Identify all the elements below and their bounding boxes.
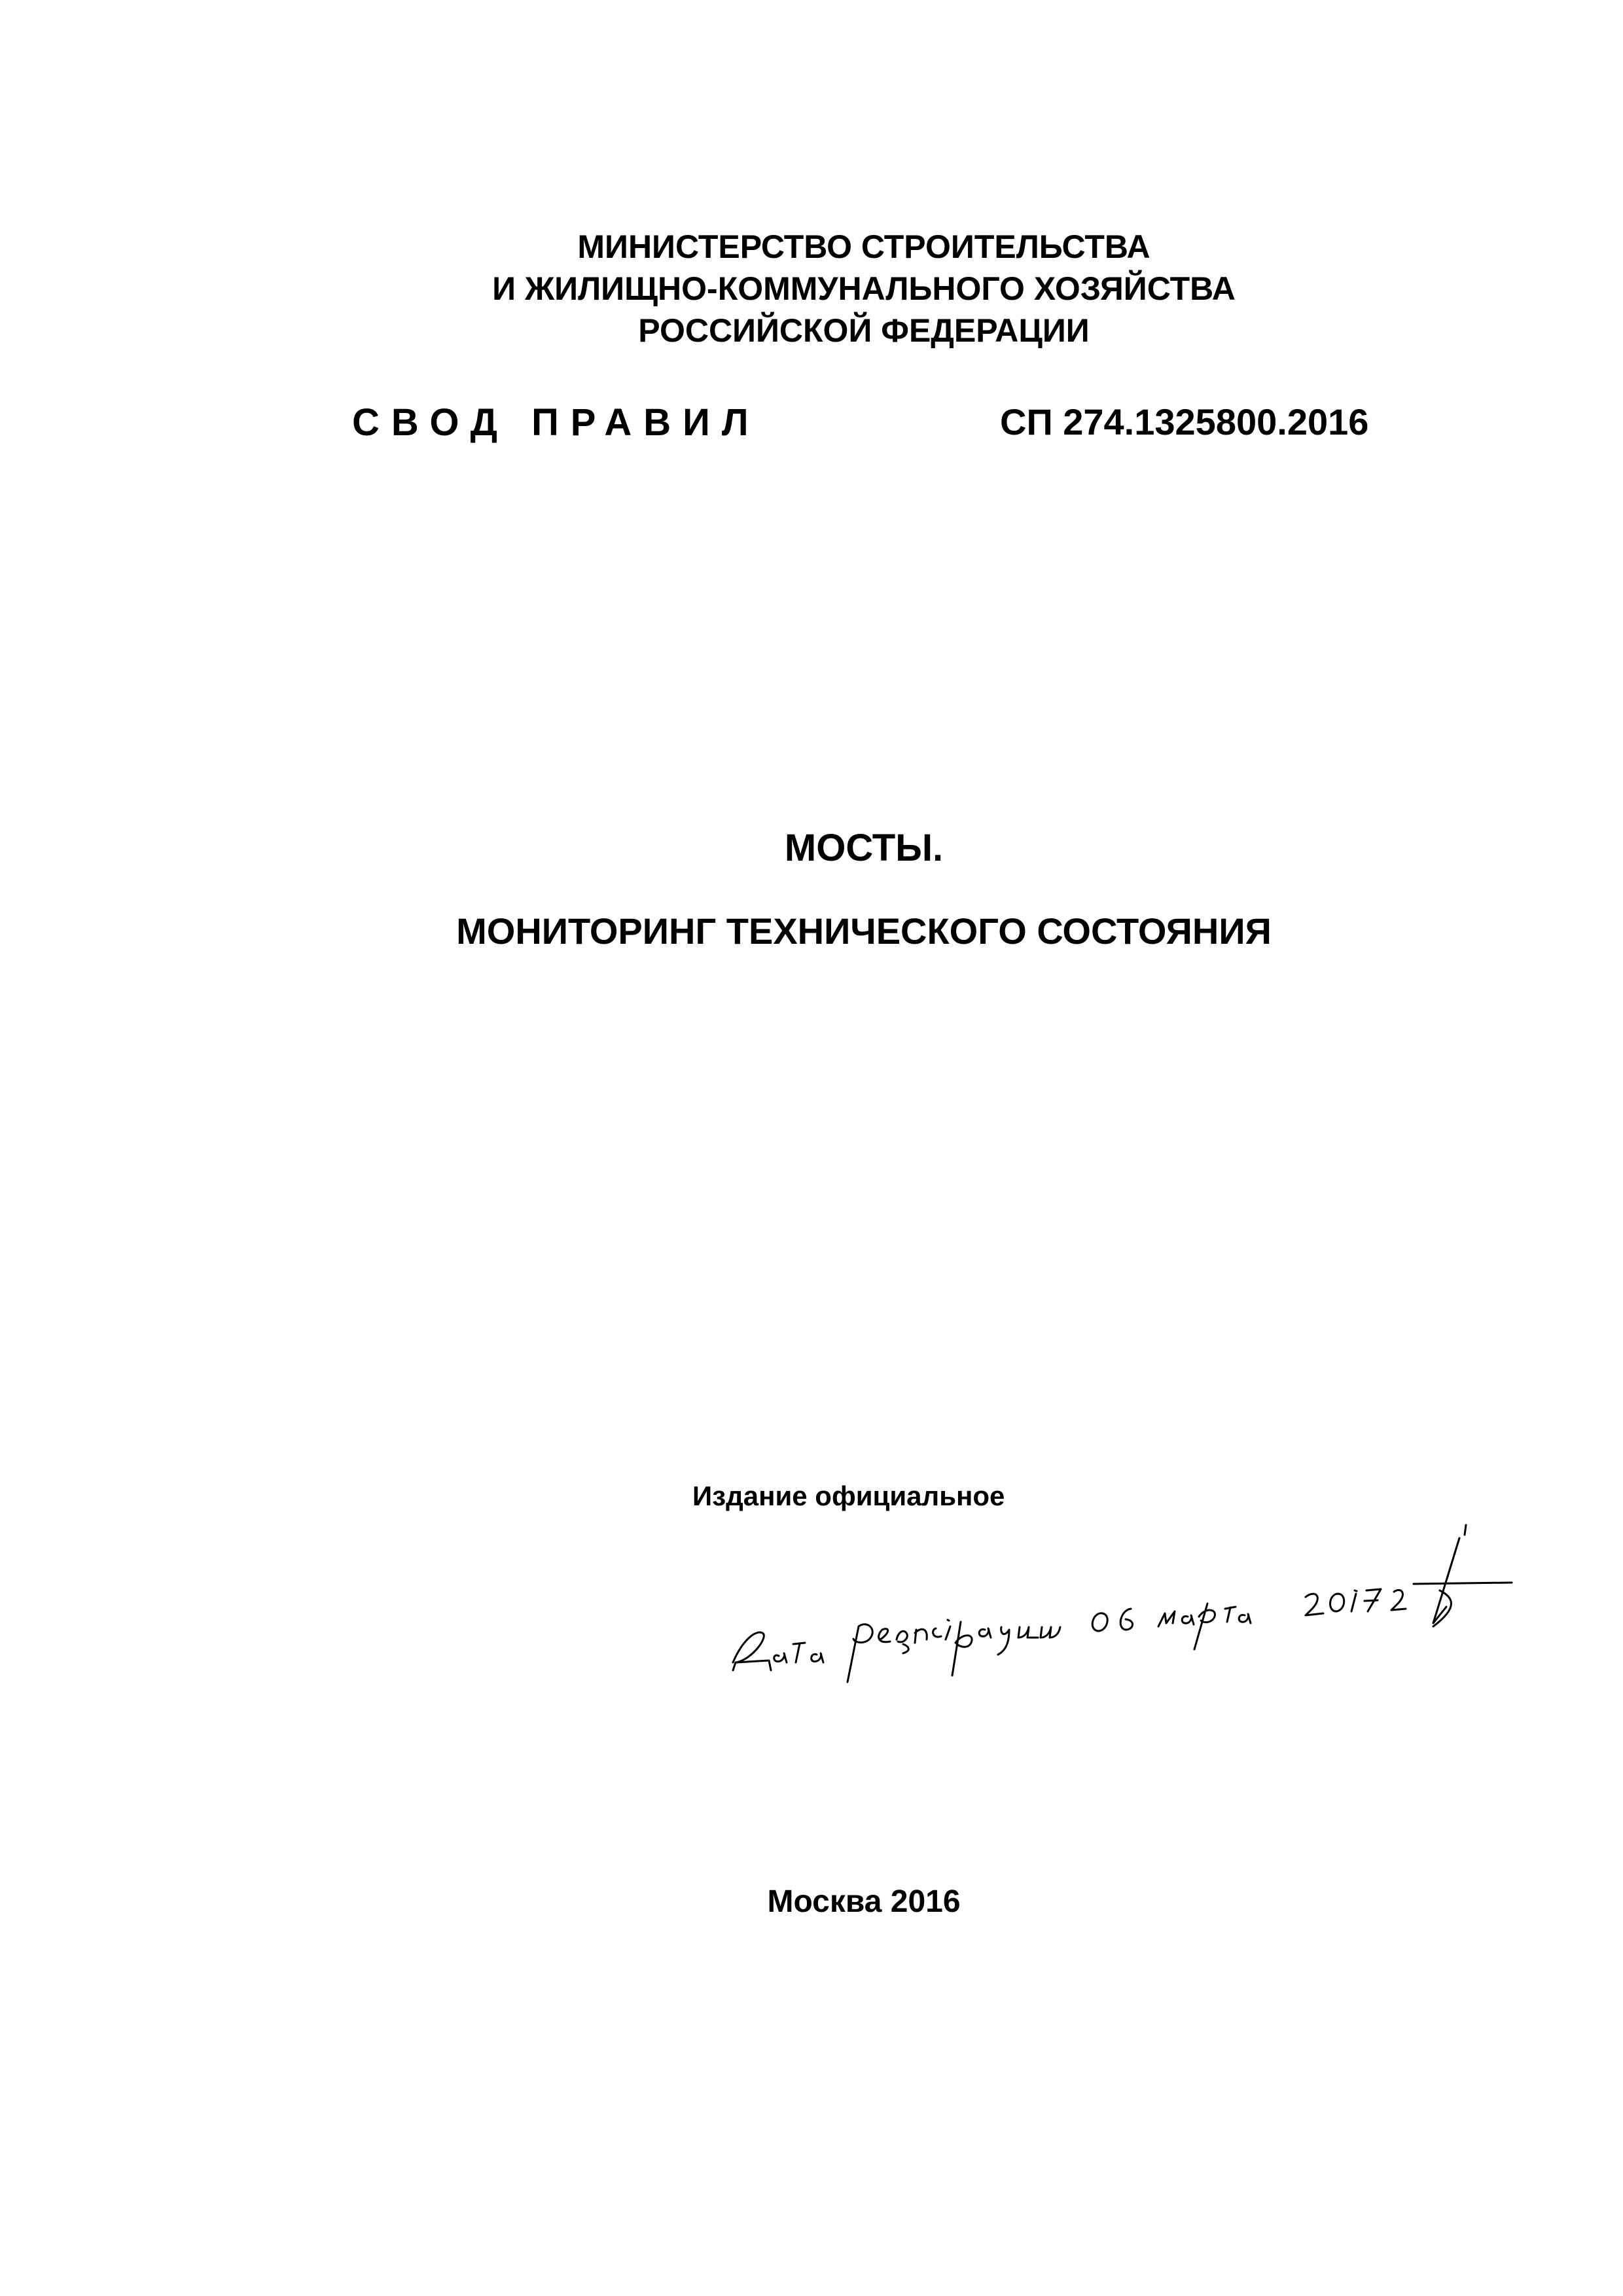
ministry-header <box>0 226 1623 351</box>
document-subtitle: МОНИТОРИНГ ТЕХНИЧЕСКОГО СОСТОЯНИЯ <box>456 910 1272 952</box>
edition-label: Издание официальное <box>692 1480 1005 1511</box>
handwritten-registration-note <box>707 1499 1623 1695</box>
doc-code: СП 274.1325800.2016 <box>1000 401 1369 442</box>
ministry-line-1: МИНИСТЕРСТВО СТРОИТЕЛЬСТВА <box>577 228 1150 265</box>
ministry-line-3: РОССИЙСКОЙ ФЕДЕРАЦИИ <box>638 312 1090 349</box>
doc-type: СВОД ПРАВИЛ <box>352 401 760 444</box>
ministry-line-2: И ЖИЛИЩНО-КОММУНАЛЬНОГО ХОЗЯЙСТВА <box>492 270 1236 307</box>
city-year: Москва 2016 <box>767 1884 961 1919</box>
document-code-row <box>0 401 1623 453</box>
document-title: МОСТЫ. <box>784 827 944 869</box>
